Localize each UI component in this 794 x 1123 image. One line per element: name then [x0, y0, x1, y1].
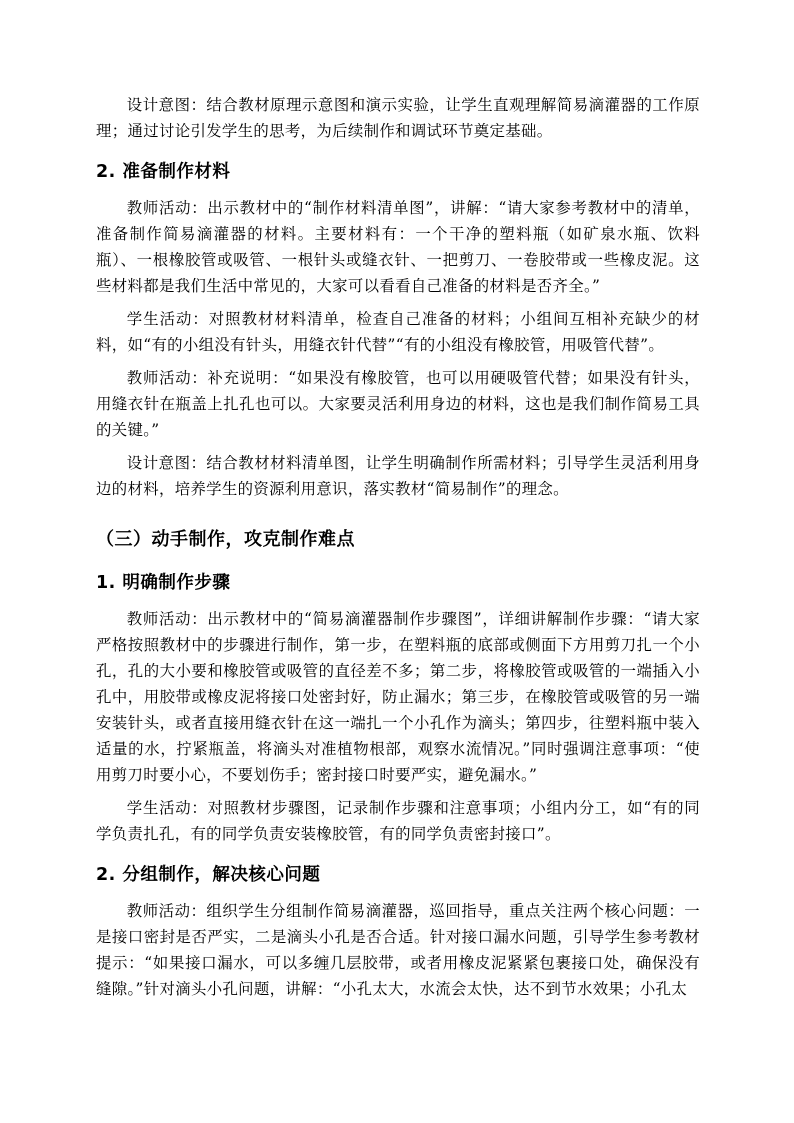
heading-group-production: 2. 分组制作，解决核心问题 — [96, 865, 321, 885]
teacher-activity-paragraph-2: 教师活动：补充说明：“如果没有橡胶管，也可以用硬吸管代替；如果没有针头，用缝衣针在瓶盖上扎孔也可以。大家要灵活利用身边的材料，这也是我们制作简易工具的关键。” — [96, 369, 700, 439]
design-intent-paragraph-1: 设计意图：结合教材原理示意图和演示实验，让学生直观理解简易滴灌器的工作原理；通过讨论引发学生的思考，为后续制作和调试环节奠定基础。 — [96, 96, 700, 140]
teacher-activity-paragraph-3: 教师活动：出示教材中的“简易滴灌器制作步骤图”，详细讲解制作步骤：“请大家严格按照教材中的步骤进行制作，第一步，在塑料瓶的底部或侧面下方用剪刀扎一个小孔，孔的大小要和橡胶管或吸管的直径差不多；第二步，将橡胶管或吸管的一端插入小孔中，用胶带或橡皮泥将接口处密封好，防止漏水；第三步，在橡胶管或吸管的另一端安装针头，或者直接用缝衣针在这一端扎一个小孔作为滴头；第四步，往塑料瓶中装入适量的水，拧紧瓶盖，将滴头对准植物根部，观察水流情况。”同时强调注意事项：“使用剪刀时要小心，不要划伤手；密封接口时要严实，避免漏水。” — [96, 610, 700, 784]
student-activity-paragraph-1: 学生活动：对照教材材料清单，检查自己准备的材料；小组间互相补充缺少的材料，如“有的小组没有针头，用缝衣针代替”“有的小组没有橡胶管，用吸管代替”。 — [96, 310, 700, 354]
heading-prepare-materials: 2. 准备制作材料 — [96, 162, 231, 182]
teacher-activity-paragraph-1: 教师活动：出示教材中的“制作材料清单图”，讲解：“请大家参考教材中的清单，准备制作简易滴灌器的材料。主要材料有：一个干净的塑料瓶（如矿泉水瓶、饮料瓶）、一根橡胶管或吸管、一根针头或缝衣针、一把剪刀、一卷胶带或一些橡皮泥。这些材料都是我们生活中常见的，大家可以看看自己准备的材料是否齐全。” — [96, 199, 700, 295]
heading-section-three: （三）动手制作，攻克制作难点 — [96, 529, 355, 550]
design-intent-paragraph-2: 设计意图：结合教材材料清单图，让学生明确制作所需材料；引导学生灵活利用身边的材料，培养学生的资源利用意识，落实教材“简易制作”的理念。 — [96, 454, 700, 498]
heading-clarify-steps: 1. 明确制作步骤 — [96, 573, 231, 593]
teacher-activity-paragraph-4: 教师活动：组织学生分组制作简易滴灌器，巡回指导，重点关注两个核心问题：一是接口密封是否严实，二是滴头小孔是否合适。针对接口漏水问题，引导学生参考教材提示：“如果接口漏水，可以多缠几层胶带，或者用橡皮泥紧紧包裹接口处，确保没有缝隙。”针对滴头小孔问题，讲解：“小孔太大，水流会太快，达不到节水效果；小孔太 — [96, 902, 700, 998]
document-page — [96, 92, 700, 1002]
student-activity-paragraph-2: 学生活动：对照教材步骤图，记录制作步骤和注意事项；小组内分工，如“有的同学负责扎孔，有的同学负责安装橡胶管，有的同学负责密封接口”。 — [96, 799, 700, 843]
